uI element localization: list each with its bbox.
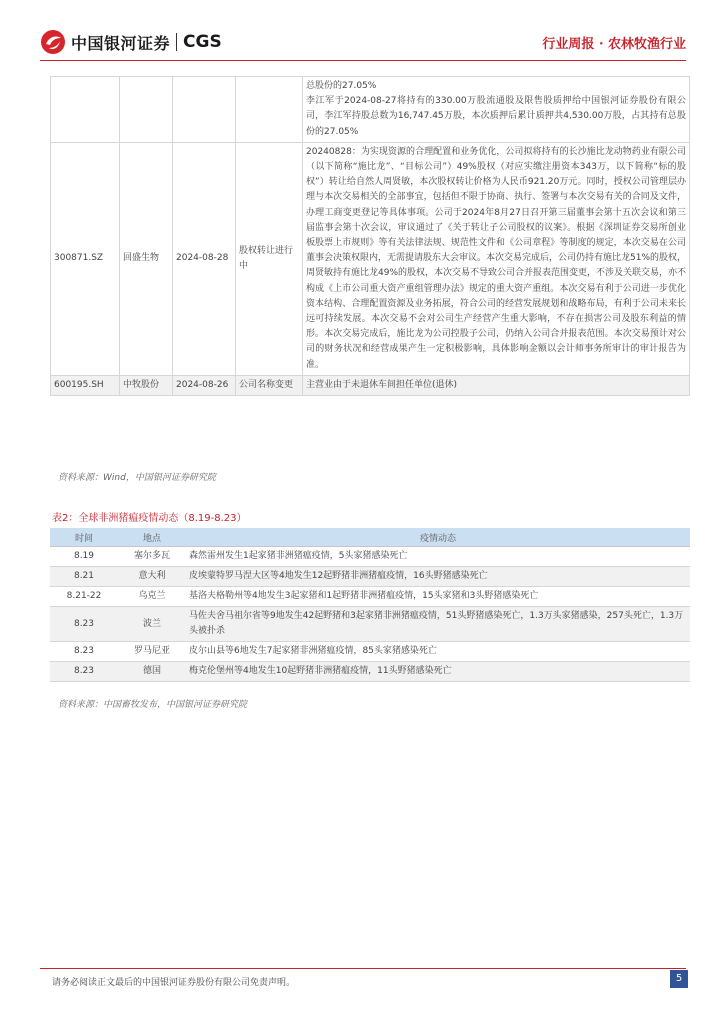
- event-type-cell: 公司名称变更: [236, 375, 303, 395]
- column-header-event: 疫情动态: [186, 528, 690, 547]
- event-cell: 梅克伦堡州等4地发生10起野猪非洲猪瘟疫情，11头野猪感染死亡: [186, 662, 690, 682]
- company-announcements-table: [50, 76, 690, 396]
- table-row: [50, 642, 690, 662]
- brand-name-en: CGS: [183, 32, 222, 52]
- table-row: [50, 607, 690, 642]
- company-name-cell: [120, 77, 173, 143]
- column-header-place: 地点: [118, 528, 186, 547]
- table-row: [50, 567, 690, 587]
- asf-outbreak-table: [50, 528, 690, 682]
- time-cell: 8.21: [50, 567, 118, 587]
- table-row: [50, 547, 690, 567]
- time-cell: 8.23: [50, 642, 118, 662]
- table-row: [51, 142, 690, 375]
- place-cell: 乌克兰: [118, 587, 186, 607]
- time-cell: 8.19: [50, 547, 118, 567]
- disclaimer: 请务必阅读正文最后的中国银河证券股份有限公司免责声明。: [52, 978, 296, 988]
- company-name-cell: 回盛生物: [120, 142, 173, 375]
- table-row: [51, 375, 690, 395]
- place-cell: 波兰: [118, 607, 186, 642]
- event-detail-cell: 主营业由于未退休车间担任单位(退休): [303, 375, 690, 395]
- table2-title: 表2：全球非洲猪瘟疫情动态（8.19-8.23）: [52, 513, 247, 524]
- event-detail-cell: 20240828：为实现资源的合理配置和业务优化，公司拟将持有的长沙施比龙动物药业有限公司（以下简称“施比龙”、“目标公司”）49%股权（对应实缴注册资本343万，以下简称“标的股权”）转让给自然人周贤敏，本次股权转让价格为人民币921.20万元。同时，授权公司管理层办理与本次交易相关的全部事宜，包括但不限于协商、执行、签署与本次交易有关的合同及文件，办理工商变更登记等具体事项。公司于2024年8月27日召开第三届董事会第十五次会议和第三届监事会第十次会议，审议通过了《关于转让子公司股权的议案》。根据《深圳证券交易所创业板股票上市规则》等有关法律法规、规范性文件和《公司章程》等制度的规定，本次交易在公司董事会决策权限内，无需提请股东大会审议。本次交易完成后，公司仍持有施比龙51%的股权，周贤敏持有施比龙49%的股权，本次交易不导致公司合并报表范围变更，不涉及关联交易，亦不构成《上市公司重大资产重组管理办法》规定的重大资产重组。本次交易有利于公司进一步优化资本结构、合理配置资源及业务拓展，符合公司的经营发展规划和战略布局，有利于公司未来长远可持续发展。本次交易不会对公司生产经营产生重大影响，不存在损害公司及股东利益的情形。本次交易完成后，施比龙为公司控股子公司，仍纳入公司合并报表范围。本次交易预计对公司的财务状况和经营成果产生一定积极影响，具体影响金额以会计师事务所审计的审计报告为准。: [303, 142, 690, 375]
- date-cell: 2024-08-26: [173, 375, 236, 395]
- report-type: 行业周报 · 农林牧渔行业: [542, 37, 686, 52]
- table-row: [50, 587, 690, 607]
- table-header-row: [50, 528, 690, 547]
- brand-logo: [40, 28, 222, 56]
- table-row: [51, 77, 690, 143]
- company-name-cell: 中牧股份: [120, 375, 173, 395]
- event-cell: 基洛夫格勒州等4地发生3起家猪和1起野猪非洲猪瘟疫情，15头家猪和3头野猪感染死亡: [186, 587, 690, 607]
- date-cell: 2024-08-28: [173, 142, 236, 375]
- place-cell: 罗马尼亚: [118, 642, 186, 662]
- page-header: [0, 0, 724, 60]
- place-cell: 意大利: [118, 567, 186, 587]
- footer-divider: [40, 968, 686, 969]
- table1-source: 资料来源：Wind，中国银河证券研究院: [58, 473, 216, 483]
- cgs-logo-icon: [40, 29, 66, 55]
- table2-source: 资料来源：中国畜牧发布，中国银河证券研究院: [58, 700, 248, 710]
- event-type-cell: [236, 77, 303, 143]
- event-detail-cell: 总股份的27.05% 李江军于2024-08-27将持有的330.00万股流通股及限售股质押给中国银河证券股份有限公司，李江军持股总数为16,747.45万股，本次质押后累计质押共4,530.00万股，占其持有总股份的27.05%: [303, 77, 690, 143]
- event-type-cell: 股权转让进行中: [236, 142, 303, 375]
- event-cell: 森然雷州发生1起家猪非洲猪瘟疫情，5头家猪感染死亡: [186, 547, 690, 567]
- page-number: 5: [670, 970, 688, 988]
- date-cell: [173, 77, 236, 143]
- place-cell: 塞尔多瓦: [118, 547, 186, 567]
- event-cell: 皮埃蒙特罗马涅大区等4地发生12起野猪非洲猪瘟疫情，16头野猪感染死亡: [186, 567, 690, 587]
- time-cell: 8.21-22: [50, 587, 118, 607]
- place-cell: 德国: [118, 662, 186, 682]
- stock-code-cell: [51, 77, 120, 143]
- brand-name-cn: 中国银河证券: [71, 33, 171, 53]
- time-cell: 8.23: [50, 607, 118, 642]
- table-row: [50, 662, 690, 682]
- column-header-time: 时间: [50, 528, 118, 547]
- brand-divider: [176, 33, 177, 51]
- stock-code-cell: 300871.SZ: [51, 142, 120, 375]
- stock-code-cell: 600195.SH: [51, 375, 120, 395]
- header-divider: [40, 60, 686, 61]
- event-cell: 马佐夫舍马祖尔省等9地发生42起野猪和3起家猪非洲猪瘟疫情，51头野猪感染死亡，1.3万头家猪感染，257头死亡，1.3万头被扑杀: [186, 607, 690, 642]
- time-cell: 8.23: [50, 662, 118, 682]
- event-cell: 皮尔山县等6地发生7起家猪非洲猪瘟疫情，85头家猪感染死亡: [186, 642, 690, 662]
